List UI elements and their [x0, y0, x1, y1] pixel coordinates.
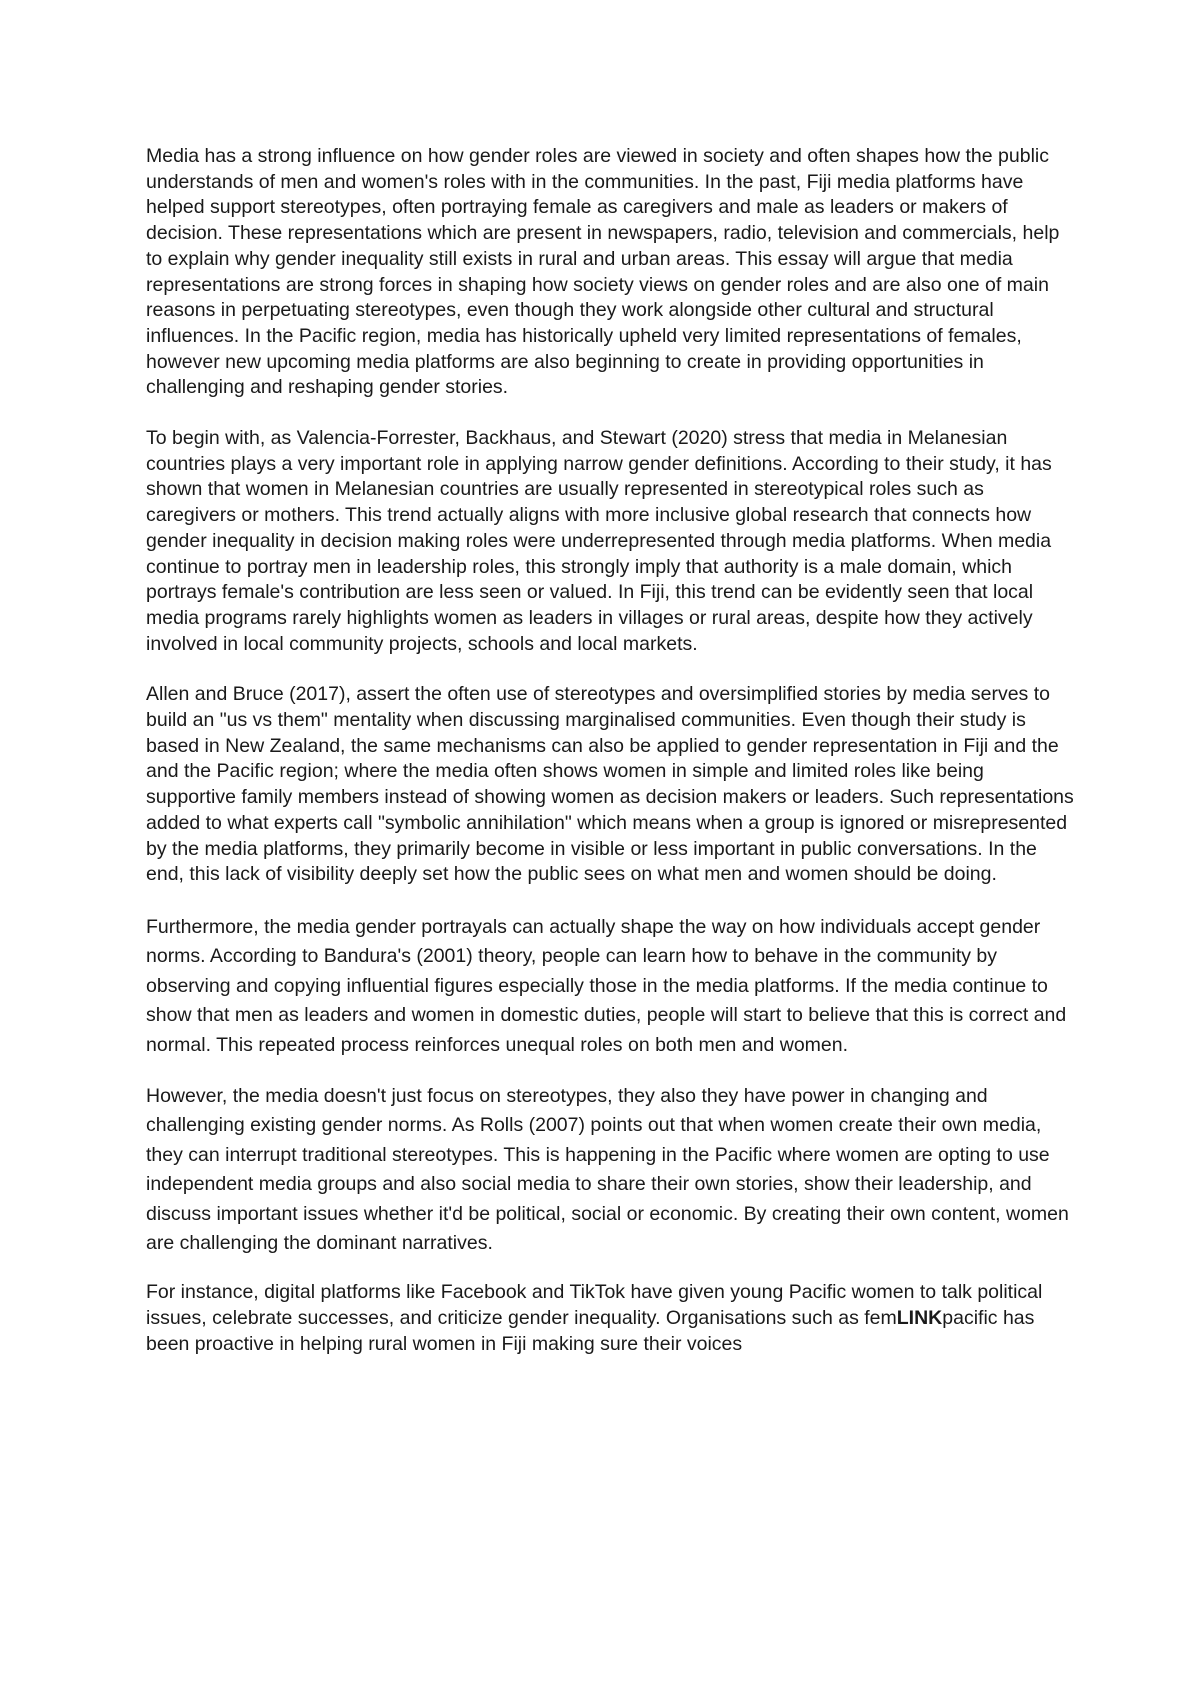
- paragraph-melanesian-media: To begin with, as Valencia-Forrester, Backhaus, and Stewart (2020) stress that media in Melanesian countries plays a very important role in applying narrow gender definitions. According to their study, it has shown that women in Melanesian countries are usually represented in stereotypical roles such as caregivers or mothers. This trend actually aligns with more inclusive global research that connects how gender inequality in decision making roles were underrepresented through media platforms. When media continue to portray men in leadership roles, this strongly imply that authority is a male domain, which portrays female's contribution are less seen or valued. In Fiji, this trend can be evidently seen that local media programs rarely highlights women as leaders in villages or rural areas, despite how they actively involved in local community projects, schools and local markets.: [146, 427, 1052, 655]
- paragraph-introduction: Media has a strong influence on how gender roles are viewed in society and often shapes how the public understands of men and women's roles with in the communities. In the past, Fiji media platforms have helped support stereotypes, often portraying female as caregivers and male as leaders or makers of decision. These representations which are present in newspapers, radio, television and commercials, help to explain why gender inequality still exists in rural and urban areas. This essay will argue that media representations are strong forces in shaping how society views on gender roles and are also one of main reasons in perpetuating stereotypes, even though they work alongside other cultural and structural influences. In the Pacific region, media has historically upheld very limited representations of females, however new upcoming media platforms are also beginning to create in providing opportunities in challenging and reshaping gender stories.: [146, 145, 1060, 399]
- paragraph-bandura-theory: Furthermore, the media gender portrayals can actually shape the way on how individuals accept gender norms. According to Bandura's (2001) theory, people can learn how to behave in the community by observing and copying influential figures especially those in the media platforms. If the media continue to show that men as leaders and women in domestic duties, people will start to believe that this is correct and normal. This repeated process reinforces unequal roles on both men and women.: [146, 915, 1067, 1056]
- paragraph-text-end: pacific has been proactive in helping rural women in Fiji making sure their voices: [146, 1307, 1035, 1355]
- document-page: [146, 144, 1078, 1383]
- paragraph-digital-platforms: [146, 1280, 1078, 1357]
- paragraph-text-start: For instance, digital platforms like Facebook and TikTok have given young Pacific women to talk political issues, celebrate successes, and criticize gender inequality. Organisations such as fem: [146, 1281, 1043, 1330]
- paragraph-challenging-norms: However, the media doesn't just focus on stereotypes, they also they have power in changing and challenging existing gender norms. As Rolls (2007) points out that when women create their own media, they can interrupt traditional stereotypes. This is happening in the Pacific where women are opting to use independent media groups and also social media to share their own stories, show their leadership, and discuss important issues whether it'd be political, social or economic. By creating their own content, women are challenging the dominant narratives.: [146, 1085, 1069, 1255]
- paragraph-symbolic-annihilation: Allen and Bruce (2017), assert the often use of stereotypes and oversimplified stories by media serves to build an "us vs them" mentality when discussing marginalised communities. Even though their study is based in New Zealand, the same mechanisms can also be applied to gender representation in Fiji and the and the Pacific region; where the media often shows women in simple and limited roles like being supportive family members instead of showing women as decision makers or leaders. Such representations added to what experts call "symbolic annihilation" which means when a group is ignored or misrepresented by the media platforms, they primarily become in visible or less important in public conversations. In the end, this lack of visibility deeply set how the public sees on what men and women should be doing.: [146, 683, 1074, 886]
- femlink-bold-text: LINK: [896, 1307, 943, 1330]
